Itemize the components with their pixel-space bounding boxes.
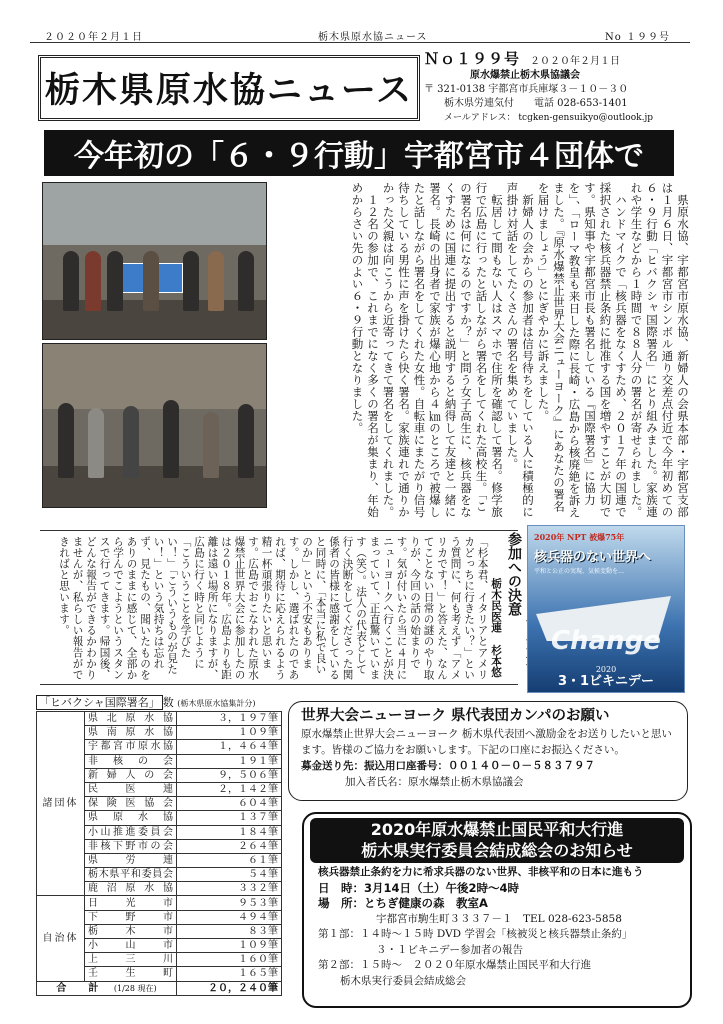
ny-column-body xyxy=(44,536,502,682)
issue-org: 原水爆禁止栃木県協議会 xyxy=(470,70,580,81)
signature-count: ３，１９７筆 xyxy=(177,712,282,726)
article-paragraph: 転居して間もない人はスマホで住所を確認して署名。修学旅行で広島に行ったと話しながら署名をしてくれた高校生。「この署名は何になるのですか？」と問う女子高生に、核兵器をなくすために国連に提出すると説明すると納得して友達と一緒に署名。長崎の出身者で家族が爆心地から４㎞のところで被爆したと話しながら署名をしてくれた女性。自転車にまたがり信号待ちしている男性に声を掛けたら快く署名。家族連れで通りかかった父親は向こうから近寄ってきて署名をしてくれました。 xyxy=(381,182,504,518)
total-label-cell xyxy=(37,981,177,995)
signature-group-label: 自治体 xyxy=(37,896,85,981)
issue-co: 栃木県労連気付 xyxy=(444,98,514,109)
signature-table xyxy=(36,711,282,996)
signature-count: ２６４筆 xyxy=(177,839,282,853)
rally-part2b: 栃木県実行委員会結成総会 xyxy=(340,974,466,987)
issue-address: 〒 321-0138 宇都宮市兵庫塚３－１０－３０ xyxy=(424,84,629,95)
signature-count: １６０筆 xyxy=(177,953,282,967)
rally-address: 宇都宮市駒生町３３３７－１ TEL 028-623-5858 xyxy=(376,912,622,925)
signature-org-name: 小山推進委員会 xyxy=(85,825,177,839)
table-row-total xyxy=(37,981,282,995)
article-paragraph: 新婦人の会からの参加者は信号待ちをしている人に積極的に声掛け対話をしてたくさんの署名を集めていました。 xyxy=(505,182,535,518)
fund-notice xyxy=(288,701,688,801)
signature-count: ６１筆 xyxy=(177,853,282,867)
signature-org-name: 小山市 xyxy=(85,939,177,953)
signature-count: １，４６４筆 xyxy=(177,740,282,754)
total-label: 合 計 xyxy=(56,982,105,994)
rally-place-label: 場 所： xyxy=(318,896,364,910)
fund-holder: 加入者氏名：原水爆禁止栃木県協議会 xyxy=(345,776,524,788)
article-body xyxy=(272,182,690,524)
signature-table-title xyxy=(36,694,256,710)
rally-lead: 核兵器禁止条約を力に希求兵器のない世界、非核平和の日本に進もう xyxy=(318,866,644,878)
signature-count: １６５筆 xyxy=(177,967,282,981)
article-paragraph: 県原水協、宇都宮市原水協、新婦人の会県本部・宇都宮支部は１月６日、宇都宮市シンボル通り交差点付近で今年初めての６・９行動「ヒバクシャ国際署名」にとり組みました。家族連れや学生などから１時間で８８人分の署名が寄せられました。 xyxy=(629,182,690,518)
rally-title xyxy=(310,818,684,863)
signature-org-name: 日光市 xyxy=(85,896,177,910)
photo-group-banner xyxy=(42,182,267,340)
signature-org-name: 民医連 xyxy=(85,782,177,796)
signature-org-name: 宇都宮市原水協 xyxy=(85,740,177,754)
signature-org-name: 栃木市 xyxy=(85,924,177,938)
signature-count: ９５３筆 xyxy=(177,896,282,910)
poster-bottom: 3・1ビキニデー xyxy=(557,674,655,689)
poster-top: 2020年 NPT 被爆75年 xyxy=(534,532,625,542)
table-row xyxy=(37,712,282,726)
signature-count: １３７筆 xyxy=(177,811,282,825)
rally-part2: 第２部：１５時～ ２０２０年原水爆禁止国民平和大行進 xyxy=(318,959,591,971)
header-title: 栃木県原水協ニュース xyxy=(318,32,428,43)
issue-date: ２０２０年２月１日 xyxy=(530,56,621,67)
signature-org-name: 県北原水協 xyxy=(85,712,177,726)
signature-count: １０９筆 xyxy=(177,939,282,953)
signature-org-name: 県南原水協 xyxy=(85,726,177,740)
signature-count: ６０４筆 xyxy=(177,797,282,811)
headline-text: 今年初の「６・９行動」宇都宮市４団体で xyxy=(74,139,644,174)
signature-count: ８３筆 xyxy=(177,924,282,938)
signature-count: ５４筆 xyxy=(177,868,282,882)
ny-column-text: 「杉本君、イタリアとアメリカどっちに行きたい？」という質問に、何も考えず「アメリカです！」と答えた、なんてことない日常の謎のやり取りが、今回の話の始まりです。気が付いたら当に４月にニューヨークへ行くことが決まっていて、正直驚いています（笑）。法人の代表として行く決断をしてくださった関係者の皆様に感謝をしていると同時に、「本当に私で良いのか」という不安もあります。しかし、選ばれたのであれば、期待に応えられるよう精一杯頑張りたいと思います。広島でおこなわれた原水爆禁止世界大会に参加したのは２０１８年。広島よりも距離は遠い場所になりますが、広島に行く時と同じように「こういうことを学びたい！」「こういうものが見たい！」という気持ちは忘れず、見たもの、聞いたものをありのままに感じて、全部から学んでこようというスタンスで行ってきます。帰国後、どんな報告ができるかわかりませんが、私らしい報告ができればと思います。 xyxy=(58,536,489,681)
poster-year: 2020 xyxy=(595,665,617,674)
header-date: ２０２０年２月１日 xyxy=(44,32,143,43)
signature-count: ４９４筆 xyxy=(177,910,282,924)
poster-change: Change xyxy=(551,626,661,656)
fund-body: 原水爆禁止世界大会ニューヨーク 栃木県代表団へ激励金をお送りしたいと思います。皆様のご協力をお願いします。下記の口座にお振込ください。 xyxy=(301,728,672,756)
poster-sub: 平和と公正の実現、気候変動を… xyxy=(534,568,625,575)
total-value: ２０，２４０筆 xyxy=(177,981,282,995)
article-paragraph: １２名の参加で、これまでになく多くの署名が集まり、年始めからさい先のよい６・９行動となりました。 xyxy=(350,182,380,518)
rally-title-line1: 2020年原水爆禁止国民平和大行進 xyxy=(370,820,624,839)
fund-title: 世界大会ニューヨーク 県代表団カンパのお願い xyxy=(301,708,610,724)
signature-org-name: 保険医協会 xyxy=(85,797,177,811)
signature-org-name: 上三川 xyxy=(85,953,177,967)
total-date: (1/28 現在) xyxy=(113,983,157,993)
signature-group-label: 諸団体 xyxy=(37,712,85,896)
masthead xyxy=(38,55,420,121)
table-row xyxy=(37,896,282,910)
rally-part1: 第１部：１４時～１５時 DVD 学習会「核被災と核兵器禁止条約」 xyxy=(318,928,633,940)
issue-number: Ｎｏ１９９号 xyxy=(424,50,521,68)
ny-column-byline: 栃木民医連 杉本悠 xyxy=(490,578,502,679)
signature-org-name: 県労連 xyxy=(85,853,177,867)
issue-email: メールアドレス： tcgken-gensuikyo@outlook.jp xyxy=(444,113,653,123)
headline-banner xyxy=(44,130,674,176)
signature-count: ９，５０６筆 xyxy=(177,768,282,782)
signature-count: １８４筆 xyxy=(177,825,282,839)
rally-place: とちぎ健康の森 教室A xyxy=(364,896,488,910)
header-rule xyxy=(30,42,690,43)
fund-account: 募金送り先：振込用口座番号：００１４０－０－５８３７９７ xyxy=(301,760,595,772)
issue-phone: 電話 028-653-1401 xyxy=(534,98,628,109)
signature-title: 「ヒバクシャ国際署名」 xyxy=(36,695,163,710)
signature-org-name: 非核下野市の会 xyxy=(85,839,177,853)
poster-title: 核兵器のない世界へ xyxy=(534,550,652,565)
signature-org-name: 栃木県平和委員会 xyxy=(85,868,177,882)
signature-org-name: 鹿沼原水協 xyxy=(85,882,177,896)
rally-title-line2: 栃木県実行委員会結成総会のお知らせ xyxy=(361,841,633,860)
signature-count: ２，１４２筆 xyxy=(177,782,282,796)
issue-info xyxy=(424,52,684,125)
signature-org-name: 壬生町 xyxy=(85,967,177,981)
signature-count: １０９筆 xyxy=(177,726,282,740)
ny-column-heading: 参加への決意 xyxy=(506,532,522,616)
photo-street-signing xyxy=(42,343,267,508)
signature-count: ３３２筆 xyxy=(177,882,282,896)
signature-org-name: 非核の会 xyxy=(85,754,177,768)
masthead-title: 栃木県原水協ニュース xyxy=(44,71,414,111)
signature-org-name: 新婦人の会 xyxy=(85,768,177,782)
signature-title-suffix: 数 xyxy=(162,696,174,709)
signature-org-name: 下野市 xyxy=(85,910,177,924)
rally-date: 3月14日（土）午後2時～4時 xyxy=(364,880,520,895)
signature-count: １９１筆 xyxy=(177,754,282,768)
rally-part1b: ３・１ビキニデー参加者の報告 xyxy=(376,943,523,956)
rally-notice xyxy=(302,812,692,1008)
bikini-day-poster xyxy=(527,525,685,693)
rally-date-label: 日 時： xyxy=(318,880,364,895)
signature-note: (栃木県原水協集計分) xyxy=(177,699,256,708)
signature-org-name: 県原水協 xyxy=(85,811,177,825)
header-issue: No １９９号 xyxy=(605,32,670,43)
article-paragraph: ハンドマイクで「核兵器をなくすため、２０１７年の国連で採択された核兵器禁止条約に批准する国を増やすことが大切です。県知事や宇都宮市長も署名している『国際署名』に協力を」、「ローマ教皇も来日した際に長崎・広島から核廃絶を訴えました。『原水爆禁止世界大会ニューヨーク』にあなたの署名を届けましょう」とにぎやかに訴えました。 xyxy=(536,182,628,519)
